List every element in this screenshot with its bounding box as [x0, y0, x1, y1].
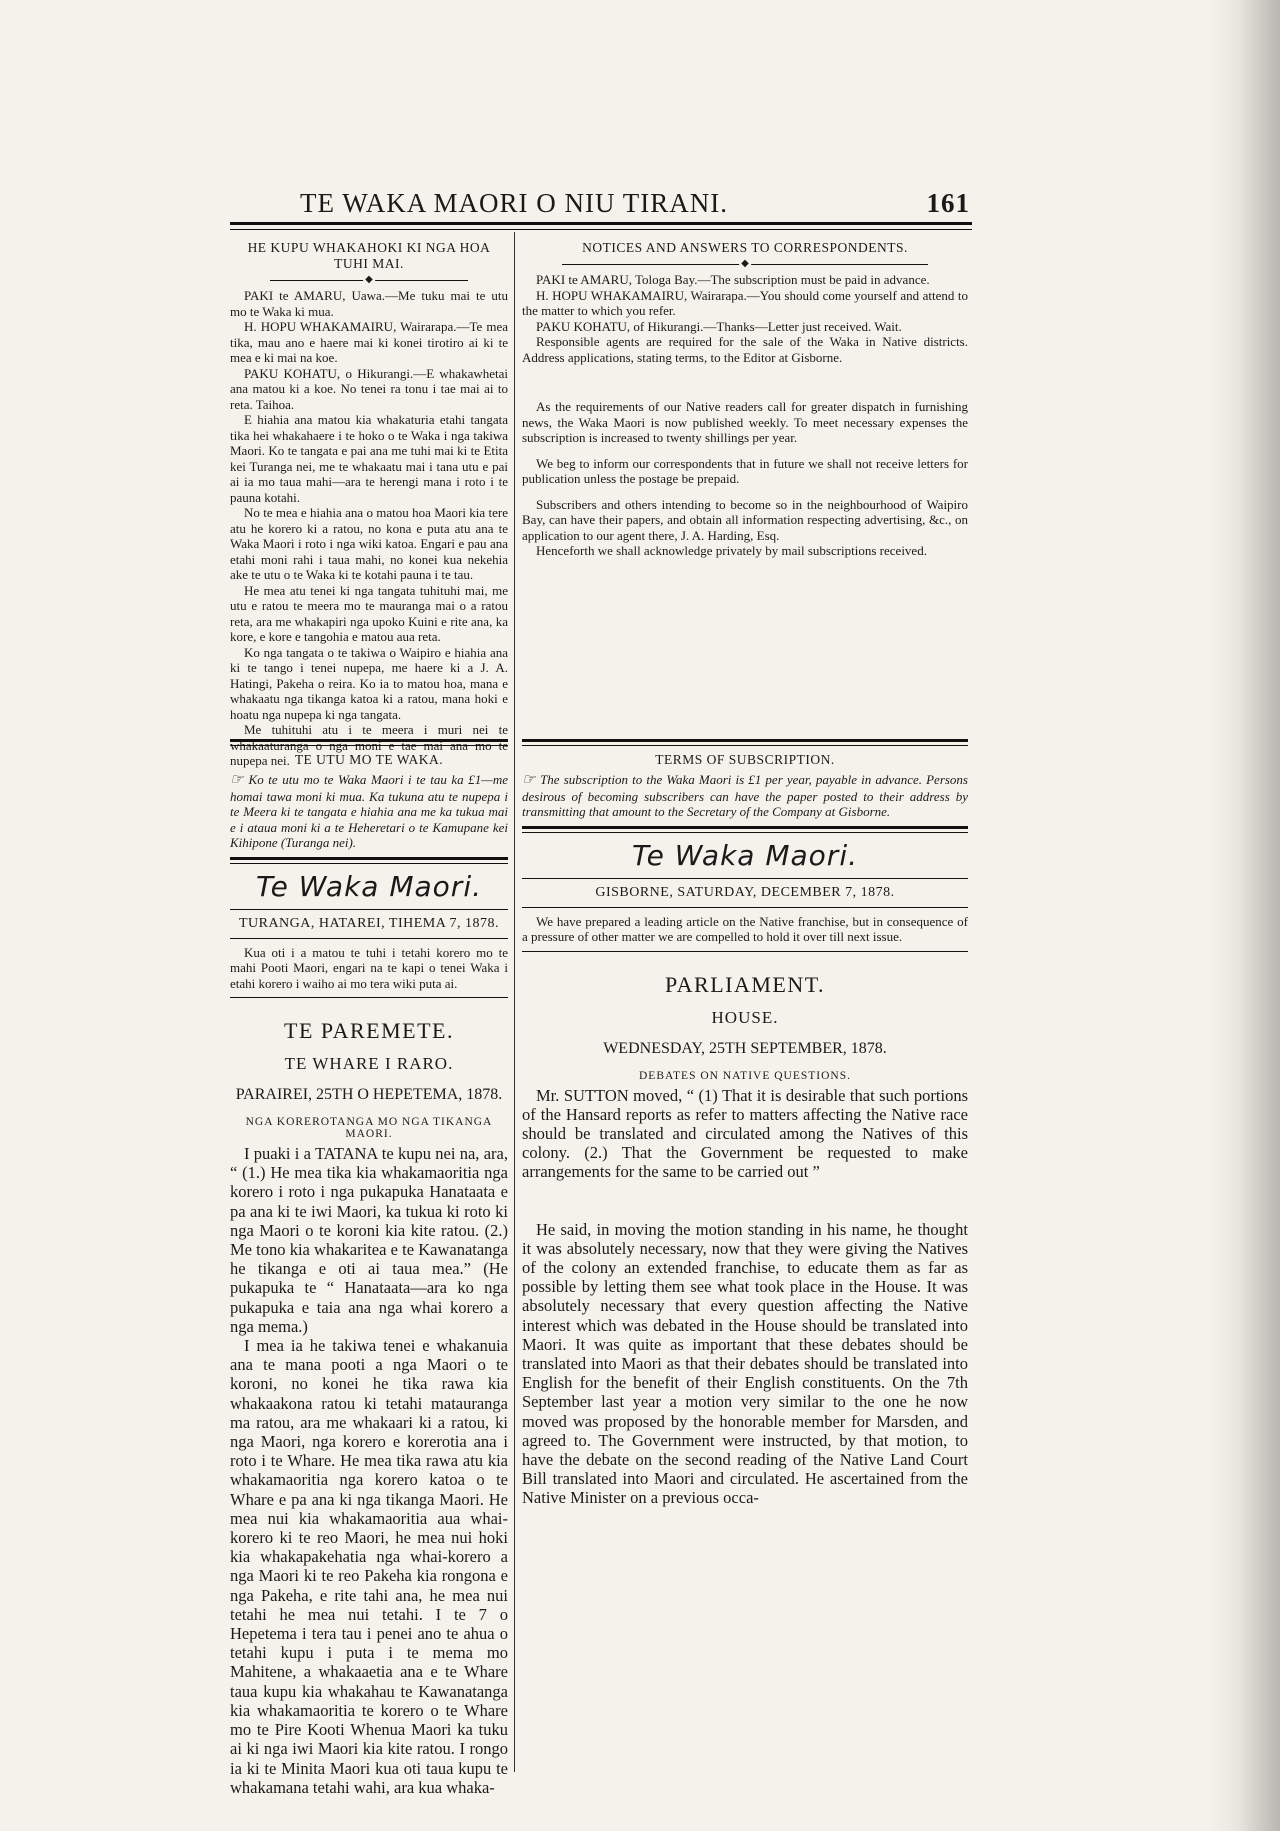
right-subhead: DEBATES ON NATIVE QUESTIONS.: [639, 1069, 851, 1082]
pointing-hand-icon: ☞: [522, 772, 541, 788]
column-separator: [514, 232, 515, 1772]
right-session-date: WEDNESDAY, 25TH SEPTEMBER, 1878.: [603, 1039, 887, 1057]
left-terms-block: [230, 733, 508, 1797]
left-notices: [230, 288, 508, 769]
body-paragraph: Mr. SUTTON moved, “ (1) That it is desirable that such portions of the Hansard reports as refer to matters affecting the Native race should be translated and circulated among the Natives of this colony. (2.) That the Government be requested to make arrangements for the same to be carried out ”: [522, 1085, 968, 1182]
right-body: [522, 1086, 968, 1508]
right-notices-title: NOTICES AND ANSWERS TO CORRESPONDENTS.: [582, 240, 908, 255]
notice-item: PAKU KOHATU, o Hikurangi.—E whakawhetai ana matou ki a koe. No tenei ra tonu i tae mai ai to reta. Taihoa.: [230, 365, 508, 412]
body-paragraph: I mea ia he takiwa tenei e whakanuia ana te mana pooti a nga Maori o te koroni, no konei he tika rawa kia whakaakona ratou ki tetahi matauranga ma ratou, ara me whakaari ki a ratou, ki nga Maori, nga korero e korerotia ana i roto i te Whare. He mea tika rawa atu kia whakamaoritia nga korero katoa o te Whare e pa ana ki nga tikanga Maori. He mea nui kia whakamaoritia aua whai-korero ki te reo Maori, he mea nui hoki kia whakapakehatia nga whai-korero a nga Maori ki te reo Pakeha kia rongona e nga Pakeha, e rite tahi ana, he mea nui tetahi he mea nui tetahi. I te 7 o Hepetema i tera tau i penei ano te ahua o tetahi kupu i puta i te mema mo Mahitene, a whakaaetia ana e te Whare taua kupu kia whakahau te Kawanatanga kia whakamaoritia te korero o te Whare mo te Pire Kooti Whenua Maori ka tuku ai ki nga iwi Maori kia kite ratou. I rongo ia ki te Minita Maori kua oti taua kupu te whakamana tetahi wahi, ara kua whaka-: [230, 1336, 508, 1797]
right-notices-2: [522, 399, 968, 559]
masthead-title: TE WAKA MAORI O NIU TIRANI.: [300, 188, 728, 218]
double-rule: [230, 739, 508, 746]
right-terms-title: TERMS OF SUBSCRIPTION.: [655, 752, 835, 767]
diamond-rule: ◆: [270, 275, 468, 285]
left-dateline: TURANGA, HATAREI, TIHEMA 7, 1878.: [238, 915, 500, 931]
right-lead-note: We have prepared a leading article on the Native franchise, but in consequence of a pressure of other matter we are compelled to hold it over till next issue.: [522, 913, 968, 944]
left-session-date: PARAIREI, 25TH O HEPETEMA, 1878.: [235, 1086, 503, 1103]
left-notices-title: HE KUPU WHAKAHOKI KI NGA HOA TUHI MAI.: [247, 240, 491, 271]
body-paragraph: He said, in moving the motion standing in his name, he thought it was absolutely necessary, now that they were giving the Natives of the colony an extended franchise, to educate them as far as possible by letting them see what took place in the House. It was absolutely necessary that every question affecting the Native interest which was debated in the House should be translated into Maori. It was quite as important that these debates should be translated into Maori as that their debates should be translated into English for the benefit of their English constituents. On the 7th September last year a motion very similar to the one he now moved was proposed by the honorable member for Marsden, and agreed to. The Government were instructed, by that motion, to have the debate on the second reading of the Native Land Court Bill translated into Maori and circulated. He ascertained from the Native Minister on a previous occa-: [522, 1219, 968, 1508]
right-section-title: PARLIAMENT.: [664, 971, 826, 997]
rule: [230, 997, 508, 998]
double-rule: [522, 739, 968, 746]
diamond-rule: ◆: [562, 259, 928, 269]
left-house-title: TE WHARE I RARO.: [284, 1054, 454, 1073]
left-lead-note: Kua oti i a matou te tuhi i tetahi korero mo te mahi Pooti Maori, engari na te kapi o tenei Waka i etahi korero i waiho ai mo tera wiki puta ai.: [230, 944, 508, 991]
page-number: 161: [926, 188, 970, 218]
left-section-title: TE PAREMETE.: [284, 1018, 454, 1043]
left-terms-title: TE UTU MO TE WAKA.: [294, 752, 444, 767]
notice-item: As the requirements of our Native readers call for greater dispatch in furnishing news, the Waka Maori is now published weekly. To meet necessary expenses the subscription is increased to twenty shillings per year.: [522, 399, 968, 445]
notice-item: PAKI te AMARU, Tologa Bay.—The subscription must be paid in advance.: [536, 272, 930, 287]
left-column: [230, 240, 508, 769]
right-terms-text: ☞ The subscription to the Waka Maori is £1 per year, payable in advance. Persons desirous of becoming subscribers can have the paper posted to their address by transmitting that amount to the Secretary of the Company at Gisborne.: [522, 772, 968, 819]
masthead-rule: [230, 222, 972, 230]
right-dateline: GISBORNE, SATURDAY, DECEMBER 7, 1878.: [595, 884, 895, 900]
torn-page-edge: [1210, 0, 1280, 1831]
left-paper-title: Te Waka Maori.: [256, 869, 482, 903]
notice-item: He mea atu tenei ki nga tangata tuhituhi mai, me utu e ratou te meera mo te mauranga mai o a ratou reta, ara me whakapiri nga upoko Kuini e rite ana, ka kore, e kore e tangohia e matou aua reta.: [230, 582, 508, 644]
notice-item: E hiahia ana matou kia whakaturia etahi tangata tika hei whakahaere i te hoko o te Waka i nga takiwa Maori. Ko te tangata e pai ana me tuhi mai ki te Etita kei Turanga nei, me te whakaatu mai i tana utu e pai ai ia mo taua mahi—ara te herengi mana i roto i te pauna kotahi.: [230, 412, 508, 505]
right-paper-title: Te Waka Maori.: [632, 838, 858, 872]
notice-item: Subscribers and others intending to become so in the neighbourhood of Waipiro Bay, can have their papers, and obtain all information respecting advertising, &c., on application to our agent there, J. A. Harding, Esq.: [522, 496, 968, 543]
notice-item: PAKU KOHATU, of Hikurangi.—Thanks—Letter just received. Wait.: [536, 318, 902, 334]
left-subhead: NGA KOREROTANGA MO NGA TIKANGA MAORI.: [245, 1116, 493, 1140]
rule: [522, 878, 968, 879]
double-rule: [522, 826, 968, 833]
notice-item: No te mea e hiahia ana o matou hoa Maori kia tere atu he korero ki a ratou, no kona e puta atu ana te Waka Maori i roto i nga wiki katoa. Engari e pau ana etahi moni rahi i taua mahi, no konei kua nekehia ake te utu o te Waka ki te kotahi pauna i te tau.: [230, 505, 508, 582]
notice-item: Henceforth we shall acknowledge privately by mail subscriptions received.: [536, 543, 927, 558]
right-notices: [522, 272, 968, 365]
double-rule: [230, 857, 508, 864]
left-body: [230, 1144, 508, 1797]
right-terms-block: [522, 733, 968, 1508]
notice-item: Me tuhituhi atu i te meera i muri nei te whakaaturanga o nga moni e tae mai ana mo te nupepa nei.: [230, 722, 508, 768]
rule: [230, 909, 508, 910]
notice-item: We beg to inform our correspondents that in future we shall not receive letters for publication unless the postage be prepaid.: [522, 455, 968, 486]
notice-item: Responsible agents are required for the sale of the Waka in Native districts. Address applications, stating terms, to the Editor at Gisborne.: [522, 334, 968, 365]
notice-item: H. HOPU WHAKAMAIRU, Wairarapa.—Te mea tika, mau ano e haere mai ki konei tirotiro ai ki te mea e ki mai na koe.: [230, 319, 508, 365]
notice-item: PAKI te AMARU, Uawa.—Me tuku mai te utu mo te Waka ki mua.: [230, 288, 508, 319]
right-house-title: HOUSE.: [711, 1007, 779, 1027]
notice-item: Ko nga tangata o te takiwa o Waipiro e hiahia ana ki te tango i tenei nupepa, me haere ki a J. A. Hatingi, Pakeha o reira. Ko ia to matou hoa, mana e whakaatu nga tikanga katoa ki a ratou, mana hoki e hoatu nga nupepa ki nga tangata.: [230, 644, 508, 722]
body-paragraph: I puaki i a TATANA te kupu nei na, ara, “ (1.) He mea tika kia whakamaoritia nga korero i roto i nga pukapuka Hanataata e pa ana ki te iwi Maori, ka tukua ki roto ki nga Maori o te koroni kia kite ratou. (2.) Me tono kia whakaritea e te Kawanatanga he tikanga e oti ai taua mea.” (He pukapuka te “ Hanataata—ara ko nga pukapuka e taia ana nga whai korero a nga mema.): [230, 1144, 508, 1336]
rule: [230, 938, 508, 939]
pointing-hand-icon: ☞: [230, 772, 249, 788]
rule: [522, 951, 968, 952]
rule: [522, 907, 968, 908]
left-terms-text: ☞ Ko te utu mo te Waka Maori i te tau ka £1—me homai tawa moni ki mua. Ka tukuna atu te nupepa i te Meera ki te tangata e hiahia ana me ka tukua mai e i ataua moni ki a te Heheretari o te Kamupane kei Kihipone (Turanga nei).: [230, 772, 508, 850]
right-column: [522, 240, 968, 559]
notice-item: H. HOPU WHAKAMAIRU, Wairarapa.—You should come yourself and attend to the matter to which you refer.: [522, 287, 968, 318]
